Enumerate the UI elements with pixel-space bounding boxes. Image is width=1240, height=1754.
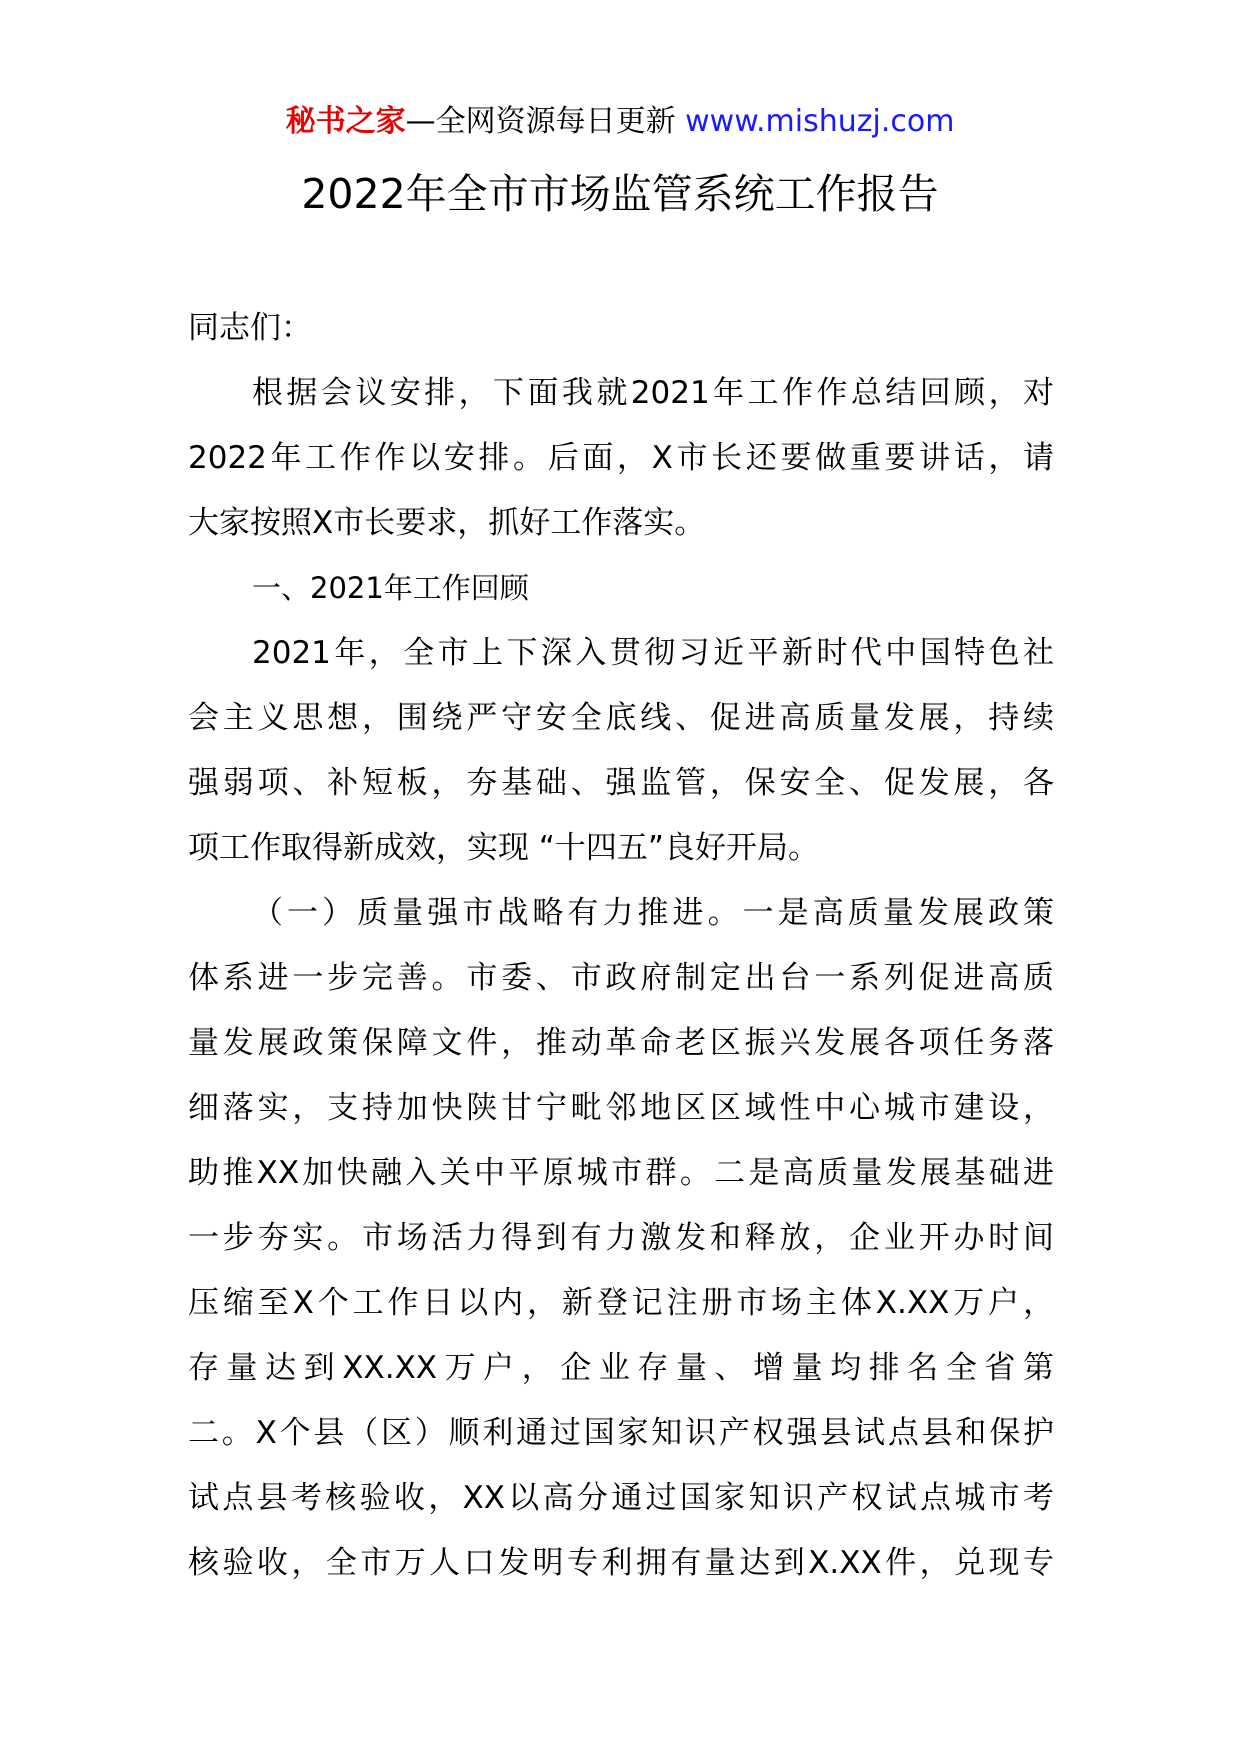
paragraph-line: 体系进一步完善。市委、市政府制定出台一系列促进高质	[188, 960, 1054, 996]
document-title: 2022年全市市场监管系统工作报告	[301, 170, 939, 218]
paragraph-line: 细落实，支持加快陕甘宁毗邻地区区域性中心城市建设，	[188, 1090, 1054, 1126]
paragraph-line: 存量达到XX.XX万户，企业存量、增量均排名全省第	[188, 1350, 1054, 1386]
paragraph-line: 2022年工作作以安排。后面，X市长还要做重要讲话，请	[188, 440, 1054, 476]
paragraph-line: 大家按照X市长要求，抓好工作落实。	[188, 505, 706, 541]
banner-brand: 秘书之家	[285, 104, 406, 139]
paragraph-line: 助推XX加快融入关中平原城市群。二是高质量发展基础进	[188, 1155, 1054, 1191]
paragraph-line: 核验收，全市万人口发明专利拥有量达到X.XX件，兑现专	[188, 1545, 1054, 1581]
banner-slogan: —全网资源每日更新	[405, 104, 676, 139]
paragraph-line: 根据会议安排，下面我就2021年工作作总结回顾，对	[252, 375, 1054, 411]
paragraph-line: （一）质量强市战略有力推进。一是高质量发展政策	[252, 895, 1054, 931]
paragraph-line: 2021年，全市上下深入贯彻习近平新时代中国特色社	[252, 635, 1054, 671]
section-heading: 一、2021年工作回顾	[252, 571, 529, 605]
paragraph-line: 量发展政策保障文件，推动革命老区振兴发展各项任务落	[188, 1025, 1054, 1061]
paragraph-line: 二。X个县（区）顺利通过国家知识产权强县试点县和保护	[188, 1415, 1054, 1451]
salutation: 同志们：	[188, 310, 312, 346]
watermark-banner	[0, 100, 1240, 144]
paragraph-line: 试点县考核验收，XX以高分通过国家知识产权试点城市考	[188, 1480, 1054, 1516]
paragraph-line: 会主义思想，围绕严守安全底线、促进高质量发展，持续	[188, 700, 1054, 736]
paragraph-line: 项工作取得新成效，实现 “十四五”良好开局。	[188, 830, 819, 866]
paragraph-line: 压缩至X个工作日以内，新登记注册市场主体X.XX万户，	[188, 1285, 1054, 1321]
banner-url-link[interactable]: www.mishuzj.com	[685, 104, 955, 139]
document-body	[188, 296, 1054, 1596]
paragraph-line: 一步夯实。市场活力得到有力激发和释放，企业开办时间	[188, 1220, 1054, 1256]
paragraph-line: 强弱项、补短板，夯基础、强监管，保安全、促发展，各	[188, 765, 1054, 801]
